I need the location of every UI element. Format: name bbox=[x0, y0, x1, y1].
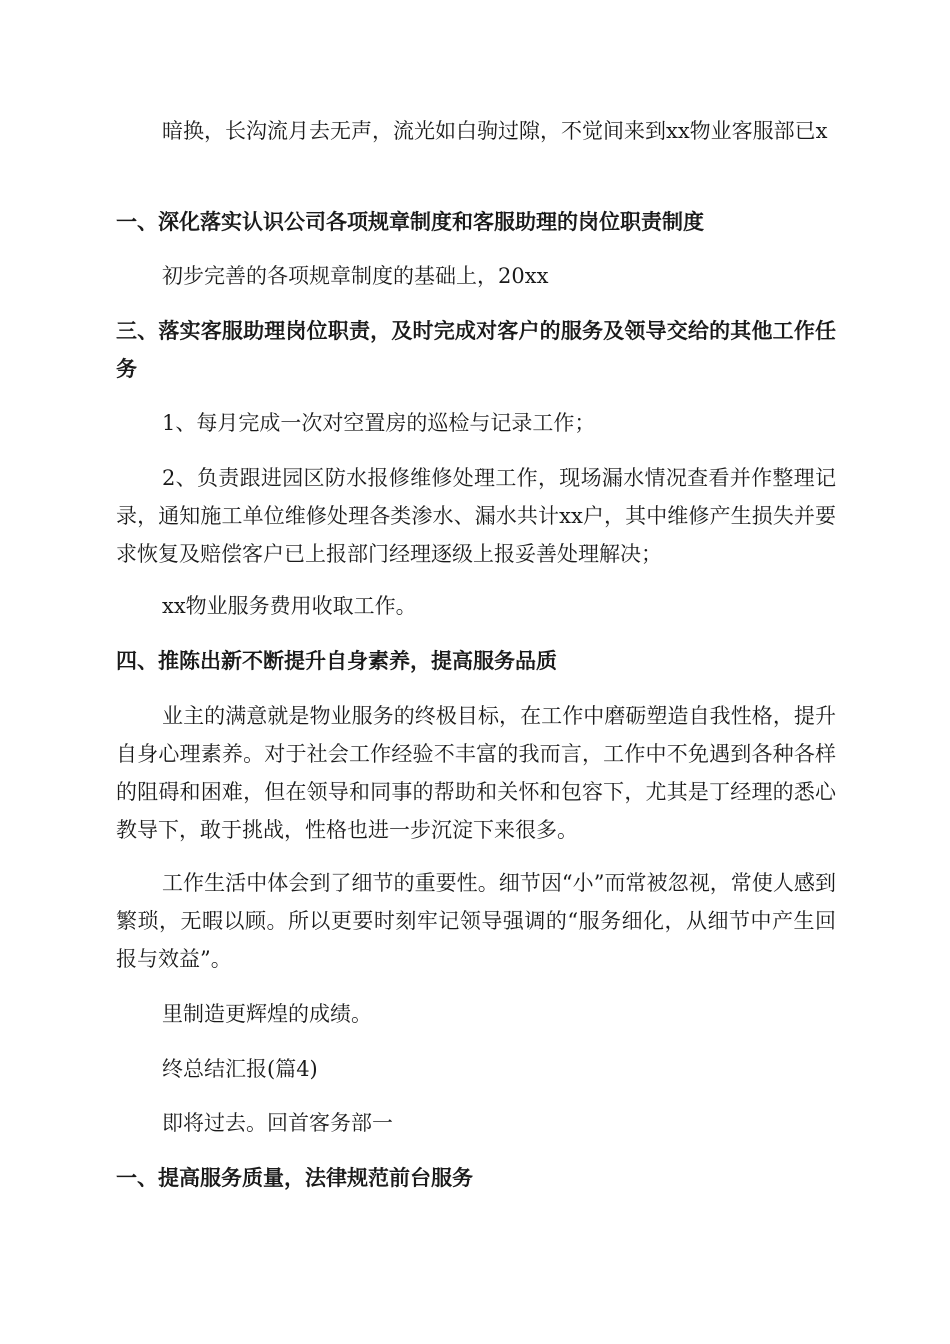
paragraph-regulations: 初步完善的各项规章制度的基础上，20xx bbox=[162, 264, 549, 288]
paragraph-fee-collection: xx物业服务费用收取工作。 bbox=[162, 594, 417, 618]
paragraph-details: 工作生活中体会到了细节的重要性。细节因“小”而常被忽视，常使人感到繁琐，无暇以顾。所以更要时刻牢记领导强调的“服务细化，从细节中产生回报与效益”。 bbox=[116, 871, 836, 971]
section-heading-3: 三、落实客服助理岗位职责，及时完成对客户的服务及领导交给的其他工作任务 bbox=[116, 319, 836, 381]
intro-paragraph: 暗换，长沟流月去无声，流光如白驹过隙，不觉间来到xx物业客服部已x bbox=[162, 119, 828, 143]
part-title: 终总结汇报(篇4) bbox=[162, 1057, 318, 1081]
section-heading-1: 一、深化落实认识公司各项规章制度和客服助理的岗位职责制度 bbox=[116, 210, 704, 234]
paragraph-satisfaction: 业主的满意就是物业服务的终极目标，在工作中磨砺塑造自我性格，提升自身心理素养。对于社会工作经验不丰富的我而言，工作中不免遇到各种各样的阻碍和困难，但在领导和同事的帮助和关怀和包容下，尤其是丁经理的悉心教导下，敢于挑战，性格也进一步沉淀下来很多。 bbox=[116, 704, 836, 842]
section-heading-4: 四、推陈出新不断提升自身素养，提高服务品质 bbox=[116, 649, 557, 673]
list-item-2: 2、负责跟进园区防水报修维修处理工作，现场漏水情况查看并作整理记录，通知施工单位维修处理各类渗水、漏水共计xx户，其中维修产生损失并要求恢复及赔偿客户已上报部门经理逐级上报妥善处理解决； bbox=[116, 466, 836, 566]
list-item-1: 1、每月完成一次对空置房的巡检与记录工作； bbox=[162, 411, 596, 435]
section-heading-service: 一、提高服务质量，法律规范前台服务 bbox=[116, 1166, 473, 1190]
paragraph-achievement: 里制造更辉煌的成绩。 bbox=[162, 1002, 372, 1026]
paragraph-review: 即将过去。回首客务部一 bbox=[162, 1111, 393, 1135]
